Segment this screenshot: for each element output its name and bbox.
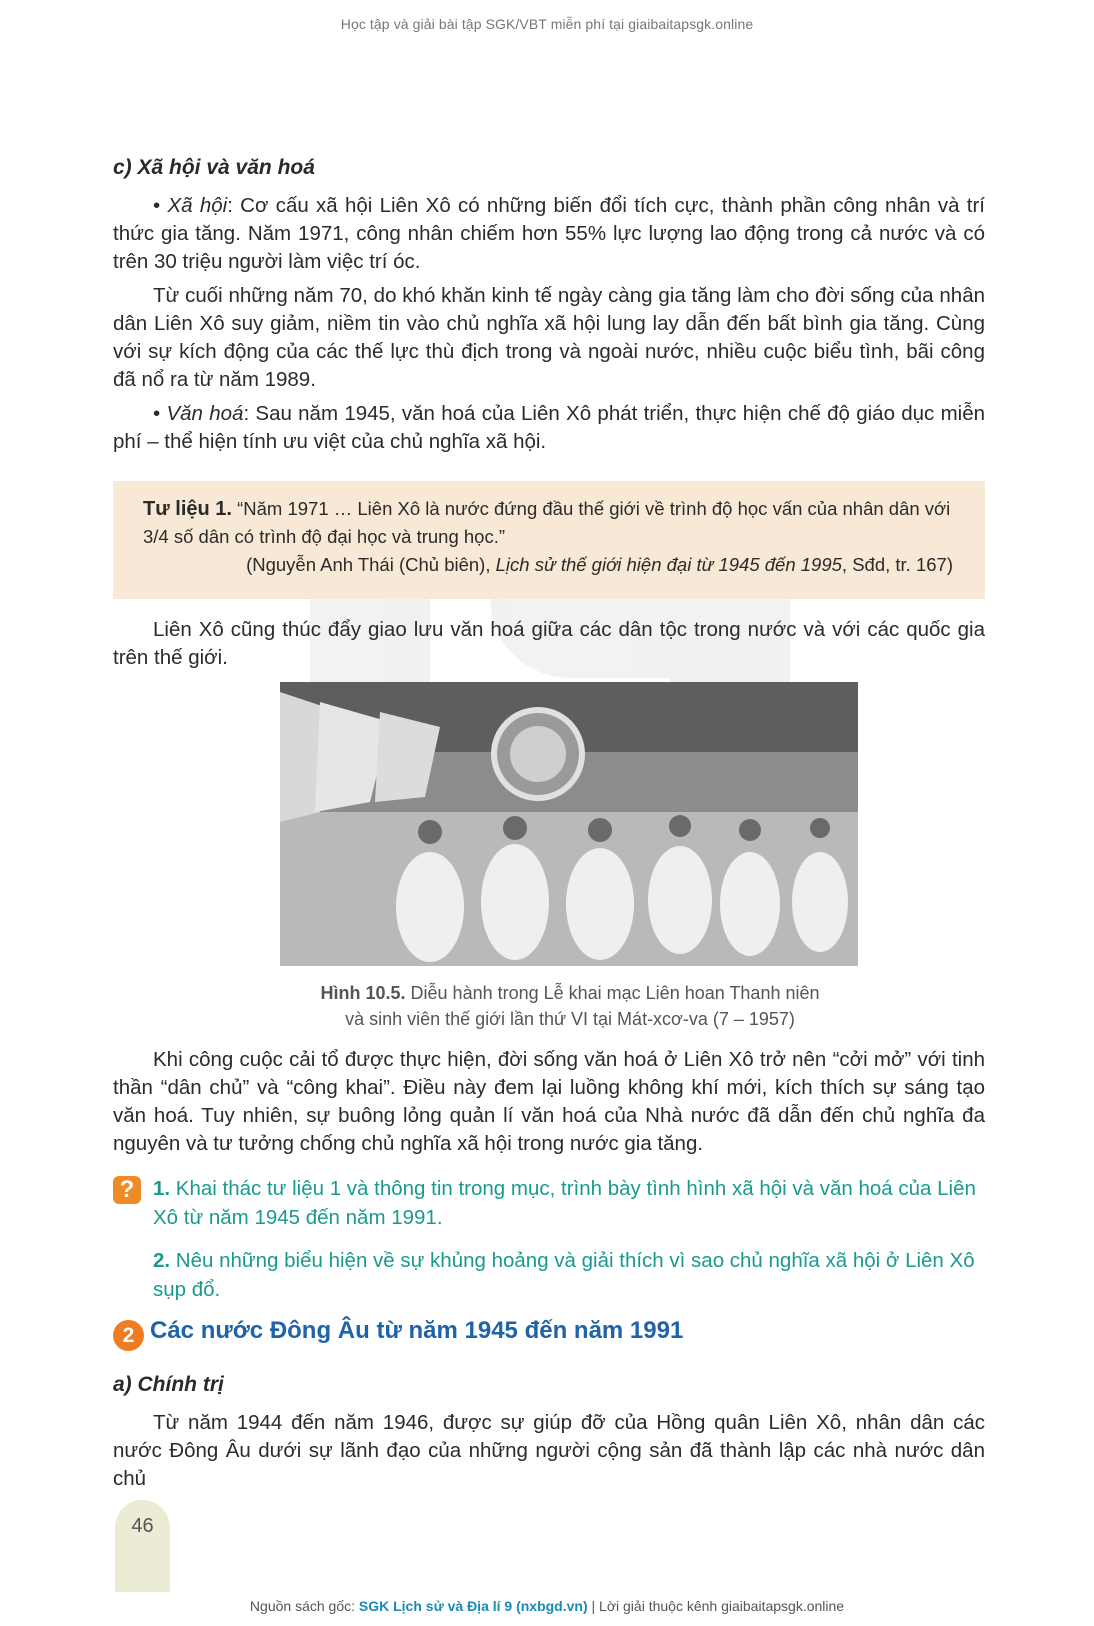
society-text: : Cơ cấu xã hội Liên Xô có những biến đổi tích cực, thành phần công nhân và trí thức gia tăng. Năm 1971, công nhân chiếm hơn 55% lực lượng lao động trong cả nước và có trên 30 triệu người làm việc trí óc. <box>113 194 985 273</box>
source-book-link[interactable]: SGK Lịch sử và Địa lí 9 (nxbgd.vn) <box>358 1598 588 1614</box>
reform-paragraph: Khi công cuộc cải tổ được thực hiện, đời sống văn hoá ở Liên Xô trở nên “cởi mở” với tinh thần “dân chủ” và “công khai”. Điều này đem lại luồng không khí mới, kích thích sự sáng tạo văn hoá. Tuy nhiên, sự buông lỏng quản lí văn hoá của Nhà nước đã dẫn đến chủ nghĩa đa nguyên và tư tưởng chống chủ nghĩa xã hội trong nước gia tăng. <box>113 1048 985 1155</box>
section-c-title: c) Xã hội và văn hoá <box>113 156 315 179</box>
page-number-tab <box>115 1500 170 1592</box>
culture-text: : Sau năm 1945, văn hoá của Liên Xô phát triển, thực hiện chế độ giáo dục miễn phí – thể hiện tính ưu việt của chủ nghĩa xã hội. <box>113 402 986 453</box>
source-quote-text: “Năm 1971 … Liên Xô là nước đứng đầu thế giới về trình độ học vấn của nhân dân với 3/4 số dân có trình độ đại học và trung học.” <box>143 498 951 547</box>
question-icon: ? <box>113 1176 141 1204</box>
society-label: Xã hội <box>167 194 228 217</box>
politics-paragraph: Từ năm 1944 đến năm 1946, được sự giúp đỡ của Hồng quân Liên Xô, nhân dân các nước Đông Âu dưới sự lãnh đạo của những người cộng sản đã thành lập các nhà nước dân chủ <box>113 1411 985 1490</box>
section-number-badge: 2 <box>113 1320 144 1351</box>
figure-label: Hình 10.5. <box>320 983 406 1003</box>
page-number: 46 <box>131 1515 154 1537</box>
source-document-box <box>113 481 985 599</box>
figure-caption: Hình 10.5. Diễu hành trong Lễ khai mạc Liên hoan Thanh niên và sinh viên thế giới lần thứ VI tại Mát-xcơ-va (7 – 1957) <box>320 983 820 1029</box>
citation-book-title: Lịch sử thế giới hiện đại từ 1945 đến 1995 <box>495 554 842 575</box>
politics-subtitle: a) Chính trị <box>113 1373 224 1396</box>
page-footer: Nguồn sách gốc: SGK Lịch sử và Địa lí 9 (nxbgd.vn) | Lời giải thuộc kênh giaibaitapsgk.online <box>249 1598 845 1614</box>
source-quote <box>143 495 953 551</box>
parade-photo-illustration <box>280 682 858 966</box>
culture-paragraph: • Văn hoá: Sau năm 1945, văn hoá của Liên Xô phát triển, thực hiện chế độ giáo dục miễn phí – thể hiện tính ưu việt của chủ nghĩa xã hội. <box>113 402 986 453</box>
section-2-title: Các nước Đông Âu từ năm 1945 đến năm 1991 <box>150 1317 684 1344</box>
exchange-paragraph: Liên Xô cũng thúc đẩy giao lưu văn hoá giữa các dân tộc trong nước và với các quốc gia trên thế giới. <box>113 618 985 669</box>
source-citation: (Nguyễn Anh Thái (Chủ biên), Lịch sử thế giới hiện đại từ 1945 đến 1995, Sđd, tr. 167) <box>246 554 953 575</box>
question-1: 1. Khai thác tư liệu 1 và thông tin trong mục, trình bày tình hình xã hội và văn hoá của Liên Xô từ năm 1945 đến năm 1991. <box>153 1177 976 1229</box>
society-paragraph: • Xã hội: Cơ cấu xã hội Liên Xô có những biến đổi tích cực, thành phần công nhân và trí thức gia tăng. Năm 1971, công nhân chiếm hơn 55% lực lượng lao động trong cả nước và có trên 30 triệu người làm việc trí óc. <box>113 194 985 273</box>
question-2: 2. Nêu những biểu hiện về sự khủng hoảng và giải thích vì sao chủ nghĩa xã hội ở Liên Xô sụp đổ. <box>153 1249 975 1301</box>
source-label: Tư liệu 1. <box>143 498 232 520</box>
page-header: Học tập và giải bài tập SGK/VBT miễn phí tại giaibaitapsgk.online <box>340 16 754 32</box>
parade-photo <box>280 682 858 966</box>
culture-label: Văn hoá <box>166 402 244 425</box>
unrest-paragraph: Từ cuối những năm 70, do khó khăn kinh tế ngày càng gia tăng làm cho đời sống của nhân dân Liên Xô suy giảm, niềm tin vào chủ nghĩa xã hội lung lay dẫn đến bất bình gia tăng. Cùng với sự kích động của các thế lực thù địch trong và ngoài nước, nhiều cuộc biểu tình, bãi công đã nổ ra từ năm 1989. <box>113 284 985 391</box>
